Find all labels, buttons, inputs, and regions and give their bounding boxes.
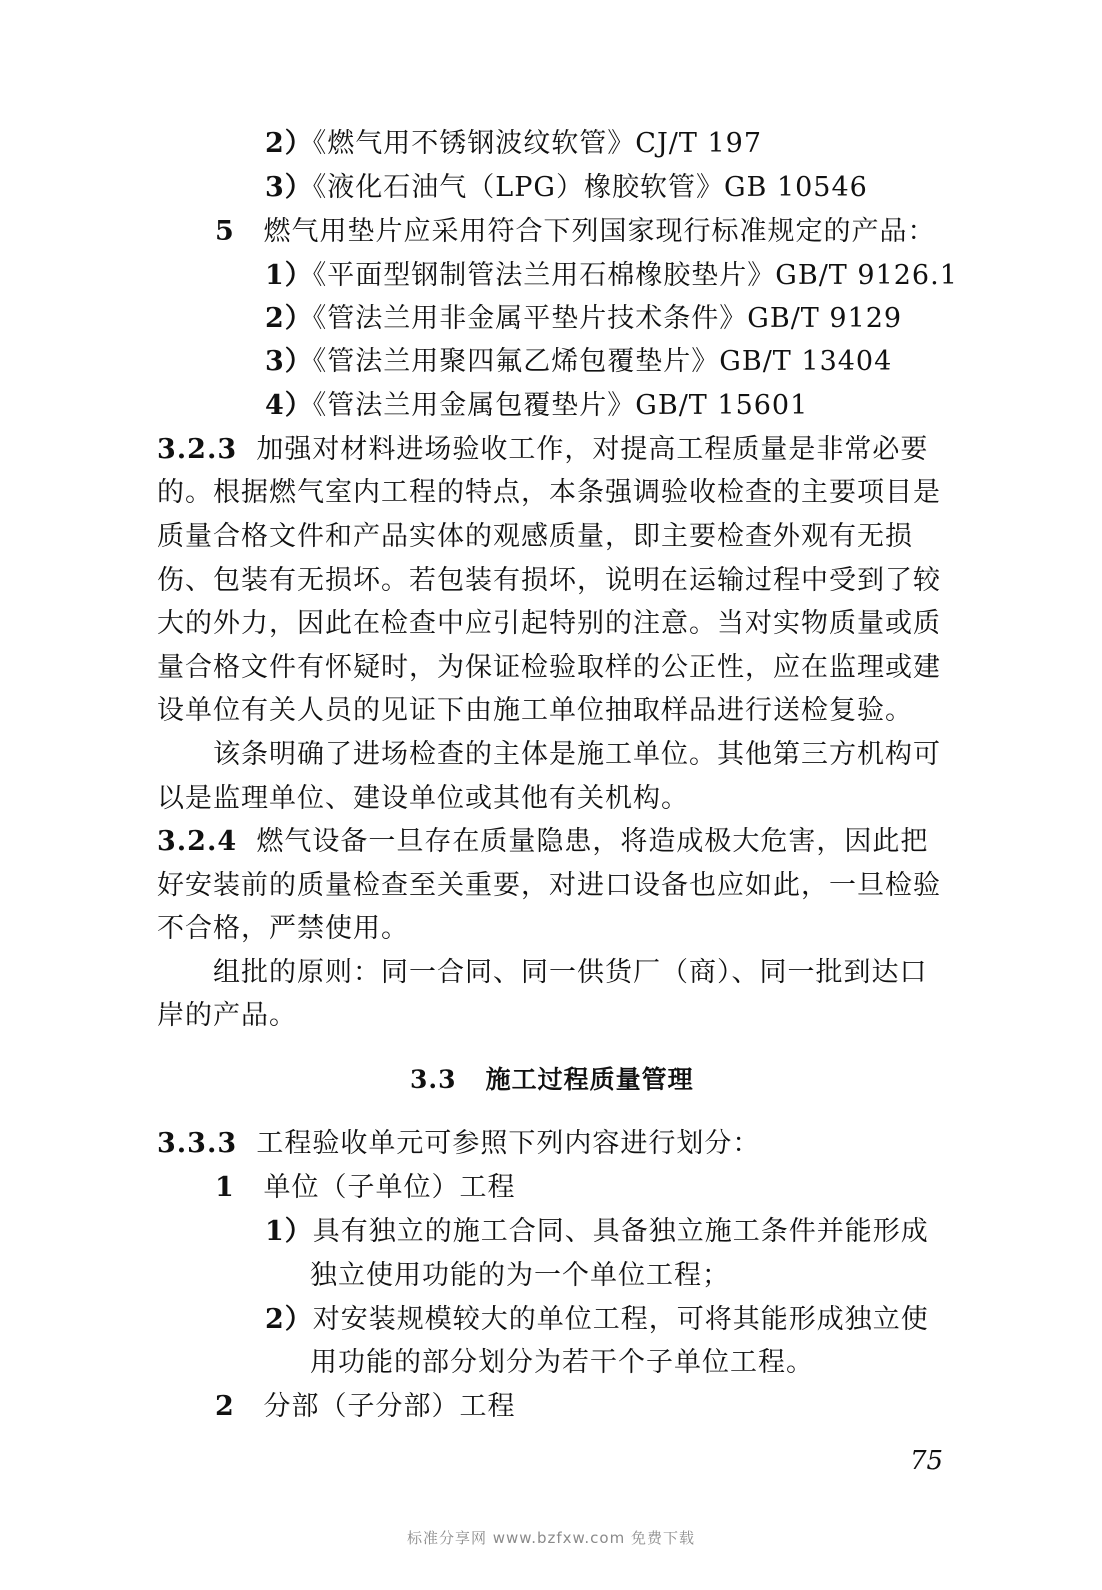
item-number: 1） — [265, 1216, 313, 1247]
list-item — [265, 344, 892, 380]
clause-number: 3.2.4 — [157, 826, 238, 857]
paragraph-line: 岸的产品。 — [157, 1000, 297, 1031]
item-number: 2 — [215, 1391, 235, 1422]
section-title: 施工过程质量管理 — [485, 1065, 694, 1094]
paragraph-line: 设单位有关人员的见证下由施工单位抽取样品进行送检复验。 — [157, 695, 913, 726]
paragraph-line: 不合格，严禁使用。 — [157, 913, 409, 944]
list-item — [215, 1389, 516, 1425]
page-number: 75 — [910, 1446, 944, 1476]
clause-3-2-4-line — [157, 824, 928, 860]
paragraph-line: 用功能的部分划分为若干个子单位工程。 — [310, 1347, 814, 1378]
paragraph-line: 伤、包装有无损坏。若包装有损坏，说明在运输过程中受到了较 — [157, 565, 941, 596]
clause-3-3-3-line — [157, 1126, 760, 1162]
list-item — [265, 258, 958, 294]
list-item — [265, 1214, 929, 1250]
item-text: 《管法兰用非金属平垫片技术条件》GB/T 9129 — [312, 303, 903, 334]
watermark: 标准分享网 www.bzfxw.com 免费下载 — [407, 1529, 695, 1547]
item-text: 《平面型钢制管法兰用石棉橡胶垫片》GB/T 9126.1 — [312, 260, 958, 291]
item-number: 2） — [265, 1304, 313, 1335]
paragraph-line: 以是监理单位、建设单位或其他有关机构。 — [157, 783, 689, 814]
paragraph-line: 质量合格文件和产品实体的观感质量，即主要检查外观有无损 — [157, 521, 913, 552]
list-item — [215, 1170, 516, 1206]
item-number: 2） — [265, 128, 313, 159]
list-item — [265, 126, 762, 162]
clause-3-2-3-line — [157, 432, 928, 468]
item-text: 《燃气用不锈钢波纹软管》CJ/T 197 — [312, 128, 763, 159]
item-number: 1） — [265, 260, 313, 291]
clause-number: 3.3.3 — [157, 1128, 238, 1159]
paragraph-text: 燃气设备一旦存在质量隐患，将造成极大危害，因此把 — [256, 826, 929, 857]
paragraph-line: 大的外力，因此在检查中应引起特别的注意。当对实物质量或质 — [157, 608, 941, 639]
item-text: 《液化石油气（LPG）橡胶软管》GB 10546 — [312, 172, 868, 203]
paragraph-line: 量合格文件有怀疑时，为保证检验取样的公正性，应在监理或建 — [157, 652, 941, 683]
paragraph-line: 组批的原则：同一合同、同一供货厂（商）、同一批到达口 — [213, 957, 928, 988]
item-number: 1 — [215, 1172, 235, 1203]
section-number: 3.3 — [410, 1065, 457, 1094]
item-number: 3） — [265, 346, 313, 377]
item-text: 单位（子单位）工程 — [263, 1172, 516, 1203]
paragraph-line: 该条明确了进场检查的主体是施工单位。其他第三方机构可 — [213, 739, 941, 770]
item-text: 对安装规模较大的单位工程，可将其能形成独立使 — [312, 1304, 929, 1335]
item-number: 5 — [215, 216, 235, 247]
item-text: 《管法兰用金属包覆垫片》GB/T 15601 — [312, 390, 809, 421]
list-item — [265, 1302, 929, 1338]
paragraph-line: 独立使用功能的为一个单位工程； — [310, 1260, 730, 1291]
item-number: 4） — [265, 390, 313, 421]
list-item — [265, 301, 902, 337]
paragraph-line: 的。根据燃气室内工程的特点，本条强调验收检查的主要项目是 — [157, 477, 941, 508]
clause-number: 3.2.3 — [157, 434, 238, 465]
item-text: 分部（子分部）工程 — [263, 1391, 516, 1422]
paragraph-text: 工程验收单元可参照下列内容进行划分： — [256, 1128, 761, 1159]
paragraph-line: 好安装前的质量检查至关重要，对进口设备也应如此，一旦检验 — [157, 870, 941, 901]
section-heading — [410, 1062, 694, 1098]
paragraph-text: 加强对材料进场验收工作，对提高工程质量是非常必要 — [256, 434, 929, 465]
item-text: 《管法兰用聚四氟乙烯包覆垫片》GB/T 13404 — [312, 346, 893, 377]
item-text: 具有独立的施工合同、具备独立施工条件并能形成 — [312, 1216, 929, 1247]
item-number: 2） — [265, 303, 313, 334]
item-text: 燃气用垫片应采用符合下列国家现行标准规定的产品： — [263, 216, 936, 247]
list-item — [265, 170, 868, 206]
list-item-5 — [215, 214, 936, 250]
item-number: 3） — [265, 172, 313, 203]
list-item — [265, 388, 808, 424]
